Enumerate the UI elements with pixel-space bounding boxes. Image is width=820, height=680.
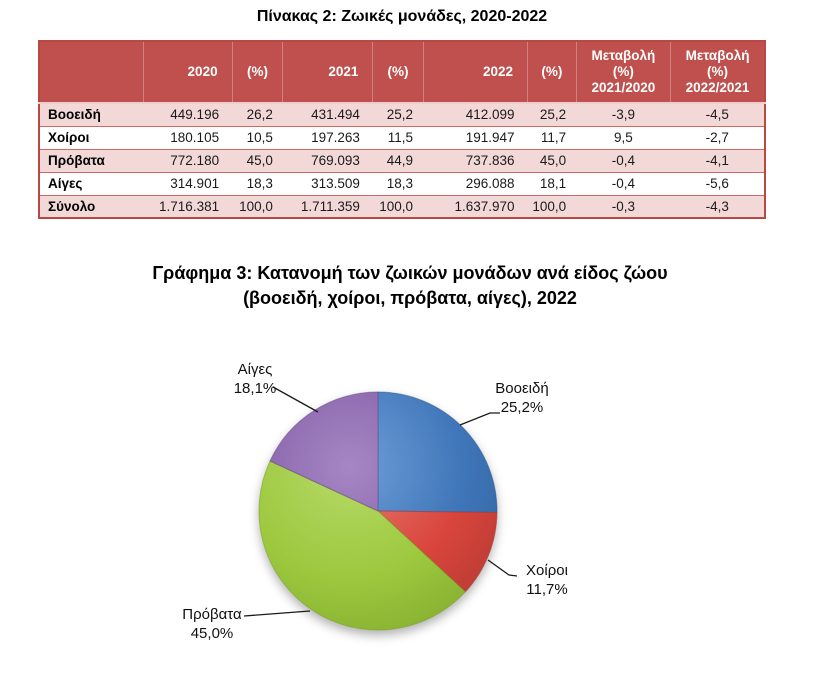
header-cell: (%) bbox=[528, 41, 577, 103]
pie-label-aiges bbox=[213, 360, 297, 398]
data-cell: 45,0 bbox=[539, 153, 567, 168]
header-cell: 2020 bbox=[144, 41, 233, 103]
data-cell: 18,1 bbox=[539, 176, 567, 191]
pie-label-xoiroi-value: 11,7% bbox=[526, 581, 568, 598]
header-cell: 2022 bbox=[423, 41, 528, 103]
pie-label-probata bbox=[170, 605, 254, 643]
table-title: Πίνακας 2: Ζωικές μονάδες, 2020-2022 bbox=[256, 8, 548, 25]
data-cell: 100,0 bbox=[532, 198, 567, 214]
header-cell: Μεταβολή (%) 2021/2020 bbox=[576, 41, 670, 103]
data-cell: 313.509 bbox=[311, 176, 360, 191]
chart-title-line-2: (βοοειδή, χοίροι, πρόβατα, αίγες), 2022 bbox=[243, 288, 577, 308]
data-cell: -4,1 bbox=[705, 153, 729, 168]
pie-label-booeidi-name: Βοοειδή bbox=[495, 380, 549, 397]
data-cell: 100,0 bbox=[239, 198, 273, 214]
data-cell: 26,2 bbox=[246, 107, 273, 123]
data-cell: 10,5 bbox=[246, 130, 273, 145]
header-cell: 2021 bbox=[283, 41, 373, 103]
pie-label-xoiroi bbox=[515, 561, 579, 599]
pie-label-probata-value: 45,0% bbox=[190, 625, 234, 642]
data-cell: 1.637.970 bbox=[454, 198, 515, 214]
data-cell: -0,4 bbox=[611, 153, 635, 168]
table-row bbox=[39, 172, 765, 195]
table-row bbox=[39, 149, 765, 172]
row-label-cell: Πρόβατα bbox=[48, 153, 105, 168]
row-label-cell: Αίγες bbox=[48, 176, 83, 191]
data-cell: -4,3 bbox=[705, 198, 729, 214]
data-cell: 18,3 bbox=[386, 176, 414, 191]
pie-label-probata-name: Πρόβατα bbox=[182, 606, 242, 623]
header-cell: (%) bbox=[232, 41, 283, 103]
data-cell: 180.105 bbox=[170, 130, 220, 145]
data-cell: 18,3 bbox=[246, 176, 273, 191]
table-row bbox=[39, 195, 765, 218]
row-label-cell: Χοίροι bbox=[48, 130, 90, 145]
header-cell: Μεταβολή (%) 2022/2021 bbox=[671, 41, 765, 103]
pie-label-booeidi-value: 25,2% bbox=[500, 399, 544, 416]
data-cell: 45,0 bbox=[246, 153, 273, 168]
data-cell: 44,9 bbox=[386, 153, 414, 168]
data-cell: 431.494 bbox=[311, 107, 360, 123]
animal-units-table bbox=[38, 40, 766, 219]
data-cell: 25,2 bbox=[386, 107, 414, 123]
leader-line-xoiroi bbox=[488, 560, 517, 576]
data-cell: 100,0 bbox=[379, 198, 414, 214]
pie-label-xoiroi-name: Χοίροι bbox=[526, 562, 568, 579]
chart-title bbox=[10, 261, 810, 311]
row-label-cell: Βοοειδή bbox=[48, 107, 101, 123]
data-cell: -0,3 bbox=[611, 198, 635, 214]
data-cell: 191.947 bbox=[465, 130, 515, 145]
data-cell: 737.836 bbox=[465, 153, 515, 168]
data-cell: 772.180 bbox=[170, 153, 220, 168]
data-cell: -2,7 bbox=[705, 130, 729, 145]
pie-slice-0 bbox=[378, 392, 497, 513]
data-cell: 1.716.381 bbox=[159, 198, 220, 214]
pie-label-booeidi bbox=[482, 379, 562, 417]
chart-title-line-1: Γράφημα 3: Κατανομή των ζωικών μονάδων ανά είδος ζώου bbox=[152, 263, 668, 283]
header-cell: (%) bbox=[373, 41, 423, 103]
data-cell: 197.263 bbox=[311, 130, 360, 145]
data-cell: 9,5 bbox=[613, 130, 633, 145]
data-cell: 296.088 bbox=[465, 176, 515, 191]
row-label-cell: Σύνολο bbox=[48, 198, 96, 214]
data-cell: -5,6 bbox=[705, 176, 729, 191]
data-cell: 1.711.359 bbox=[300, 198, 360, 214]
data-cell: 11,7 bbox=[540, 130, 567, 145]
data-cell: 25,2 bbox=[539, 107, 567, 123]
table-header-row bbox=[39, 41, 765, 103]
pie-label-aiges-name: Αίγες bbox=[237, 361, 273, 378]
table-row bbox=[39, 103, 765, 126]
data-cell: 314.901 bbox=[170, 176, 220, 191]
data-cell: 769.093 bbox=[311, 153, 360, 168]
data-cell: 449.196 bbox=[170, 107, 220, 123]
pie-label-aiges-value: 18,1% bbox=[233, 380, 277, 397]
data-cell: 412.099 bbox=[465, 107, 515, 123]
data-cell: -3,9 bbox=[611, 107, 635, 123]
data-cell: -4,5 bbox=[705, 107, 729, 123]
data-cell: 11,5 bbox=[387, 130, 414, 145]
table-row bbox=[39, 126, 765, 149]
data-cell: -0,4 bbox=[611, 176, 635, 191]
header-corner-cell bbox=[39, 41, 144, 103]
